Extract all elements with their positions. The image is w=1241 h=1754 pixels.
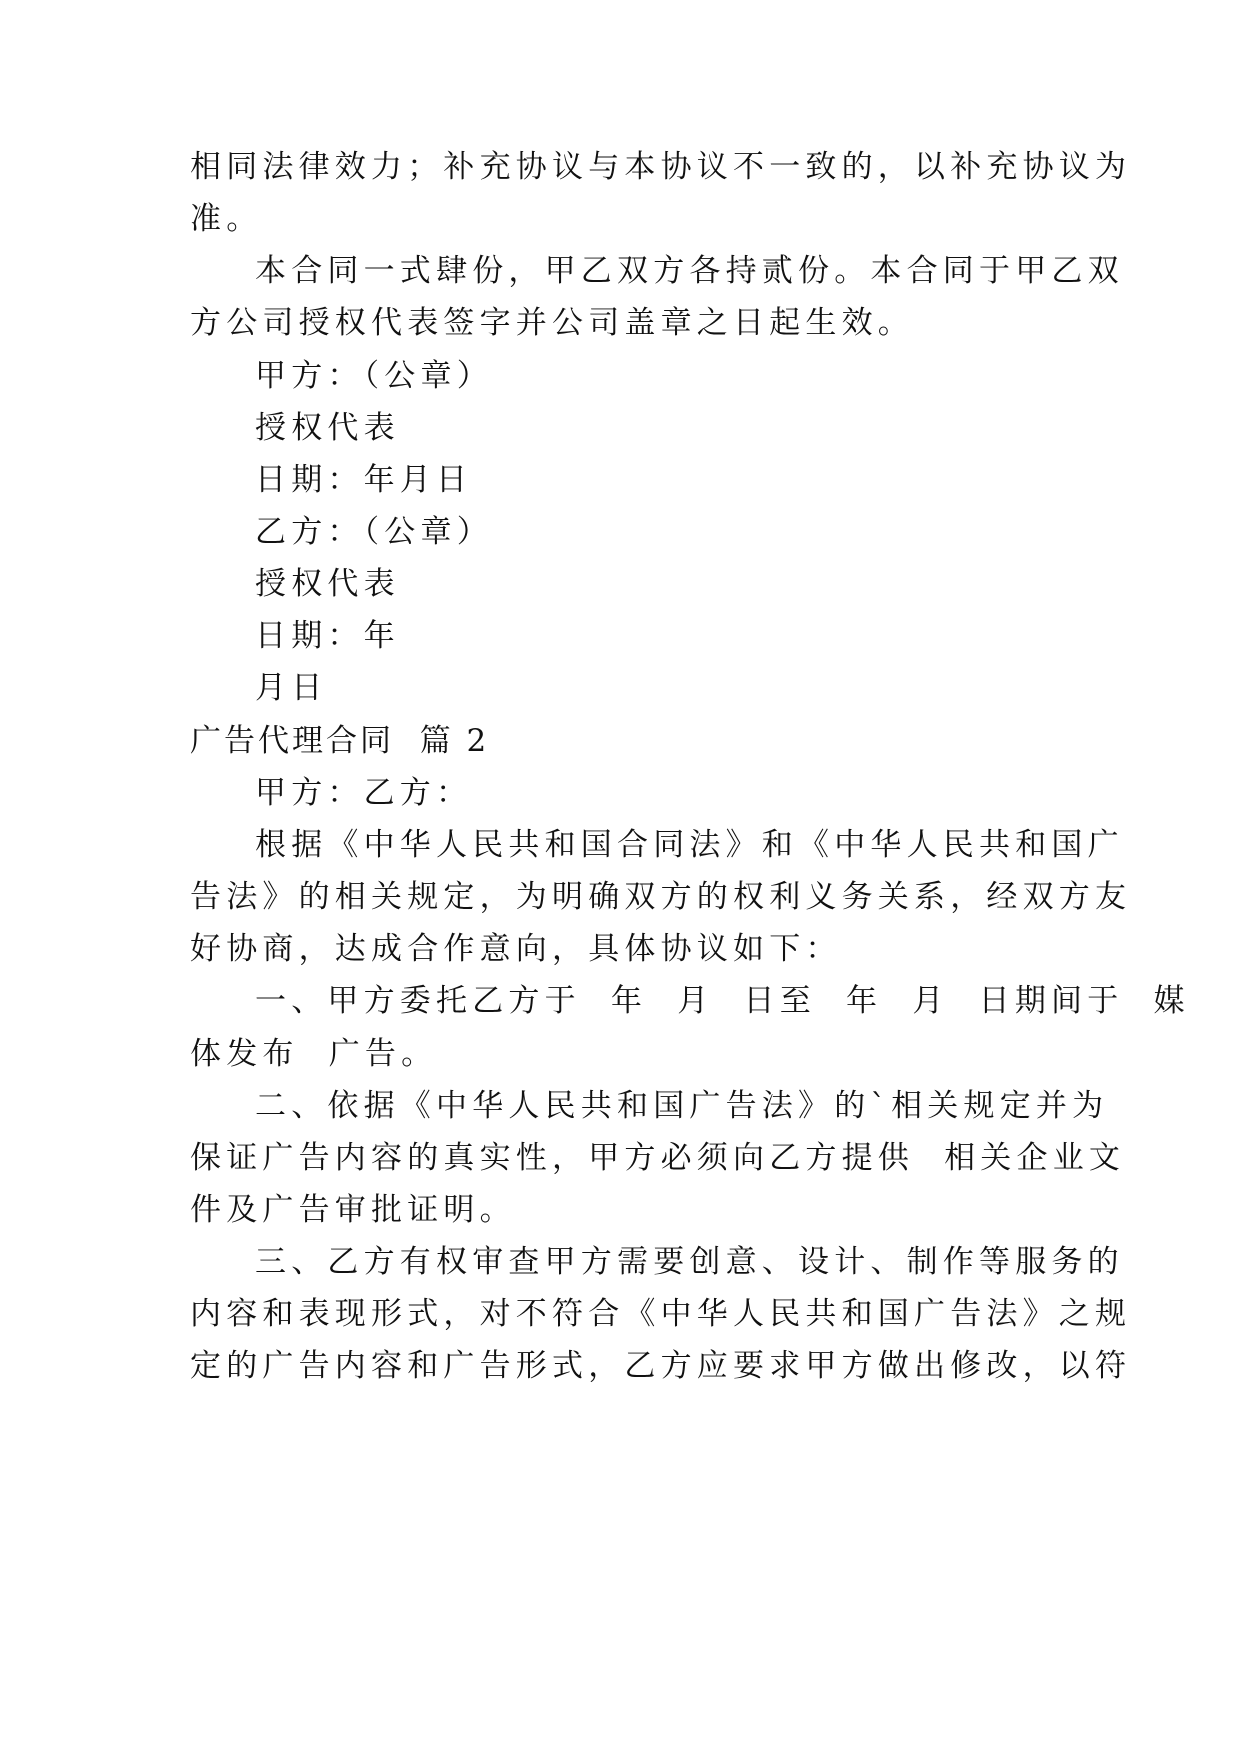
paragraph-line: 本合同一式肆份，甲乙双方各持贰份。本合同于甲乙双 bbox=[255, 253, 1124, 289]
parties-line: 甲方：乙方： bbox=[255, 775, 473, 811]
clause-3-line: 内容和表现形式，对不符合《中华人民共和国广告法》之规 bbox=[190, 1296, 1132, 1332]
clause-2-line: 保证广告内容的真实性，甲方必须向乙方提供 相关企业文 bbox=[190, 1140, 1126, 1176]
clause-3-line: 三、乙方有权审查甲方需要创意、设计、制作等服务的 bbox=[255, 1244, 1124, 1280]
signature-party-a: 甲方：（公章） bbox=[255, 358, 493, 394]
clause-1-line: 体发布 广告。 bbox=[190, 1036, 438, 1072]
paragraph-line: 告法》的相关规定，为明确双方的权利义务关系，经双方友 bbox=[190, 879, 1132, 915]
signature-date-b: 日期：年 bbox=[255, 618, 400, 654]
clause-2-line: 件及广告审批证明。 bbox=[190, 1192, 516, 1228]
signature-representative-a: 授权代表 bbox=[255, 410, 400, 446]
clause-1-line: 一、甲方委托乙方于 年 月 日至 年 月 日期间于 媒 bbox=[255, 983, 1190, 1019]
signature-date-b-cont: 月日 bbox=[255, 670, 328, 706]
signature-representative-b: 授权代表 bbox=[255, 566, 400, 602]
paragraph-line: 好协商，达成合作意向，具体协议如下： bbox=[190, 931, 842, 967]
signature-date-a: 日期：年月日 bbox=[255, 462, 473, 498]
paragraph-line: 准。 bbox=[190, 201, 263, 237]
paragraph-line: 相同法律效力；补充协议与本协议不一致的，以补充协议为 bbox=[190, 149, 1132, 185]
section-title: 广告代理合同 篇 2 bbox=[190, 723, 490, 759]
signature-party-b: 乙方：（公章） bbox=[255, 514, 493, 550]
paragraph-line: 根据《中华人民共和国合同法》和《中华人民共和国广 bbox=[255, 827, 1124, 863]
clause-2-line: 二、依据《中华人民共和国广告法》的`相关规定并为 bbox=[255, 1088, 1109, 1124]
paragraph-line: 方公司授权代表签字并公司盖章之日起生效。 bbox=[190, 305, 914, 341]
clause-3-line: 定的广告内容和广告形式，乙方应要求甲方做出修改，以符 bbox=[190, 1348, 1132, 1384]
